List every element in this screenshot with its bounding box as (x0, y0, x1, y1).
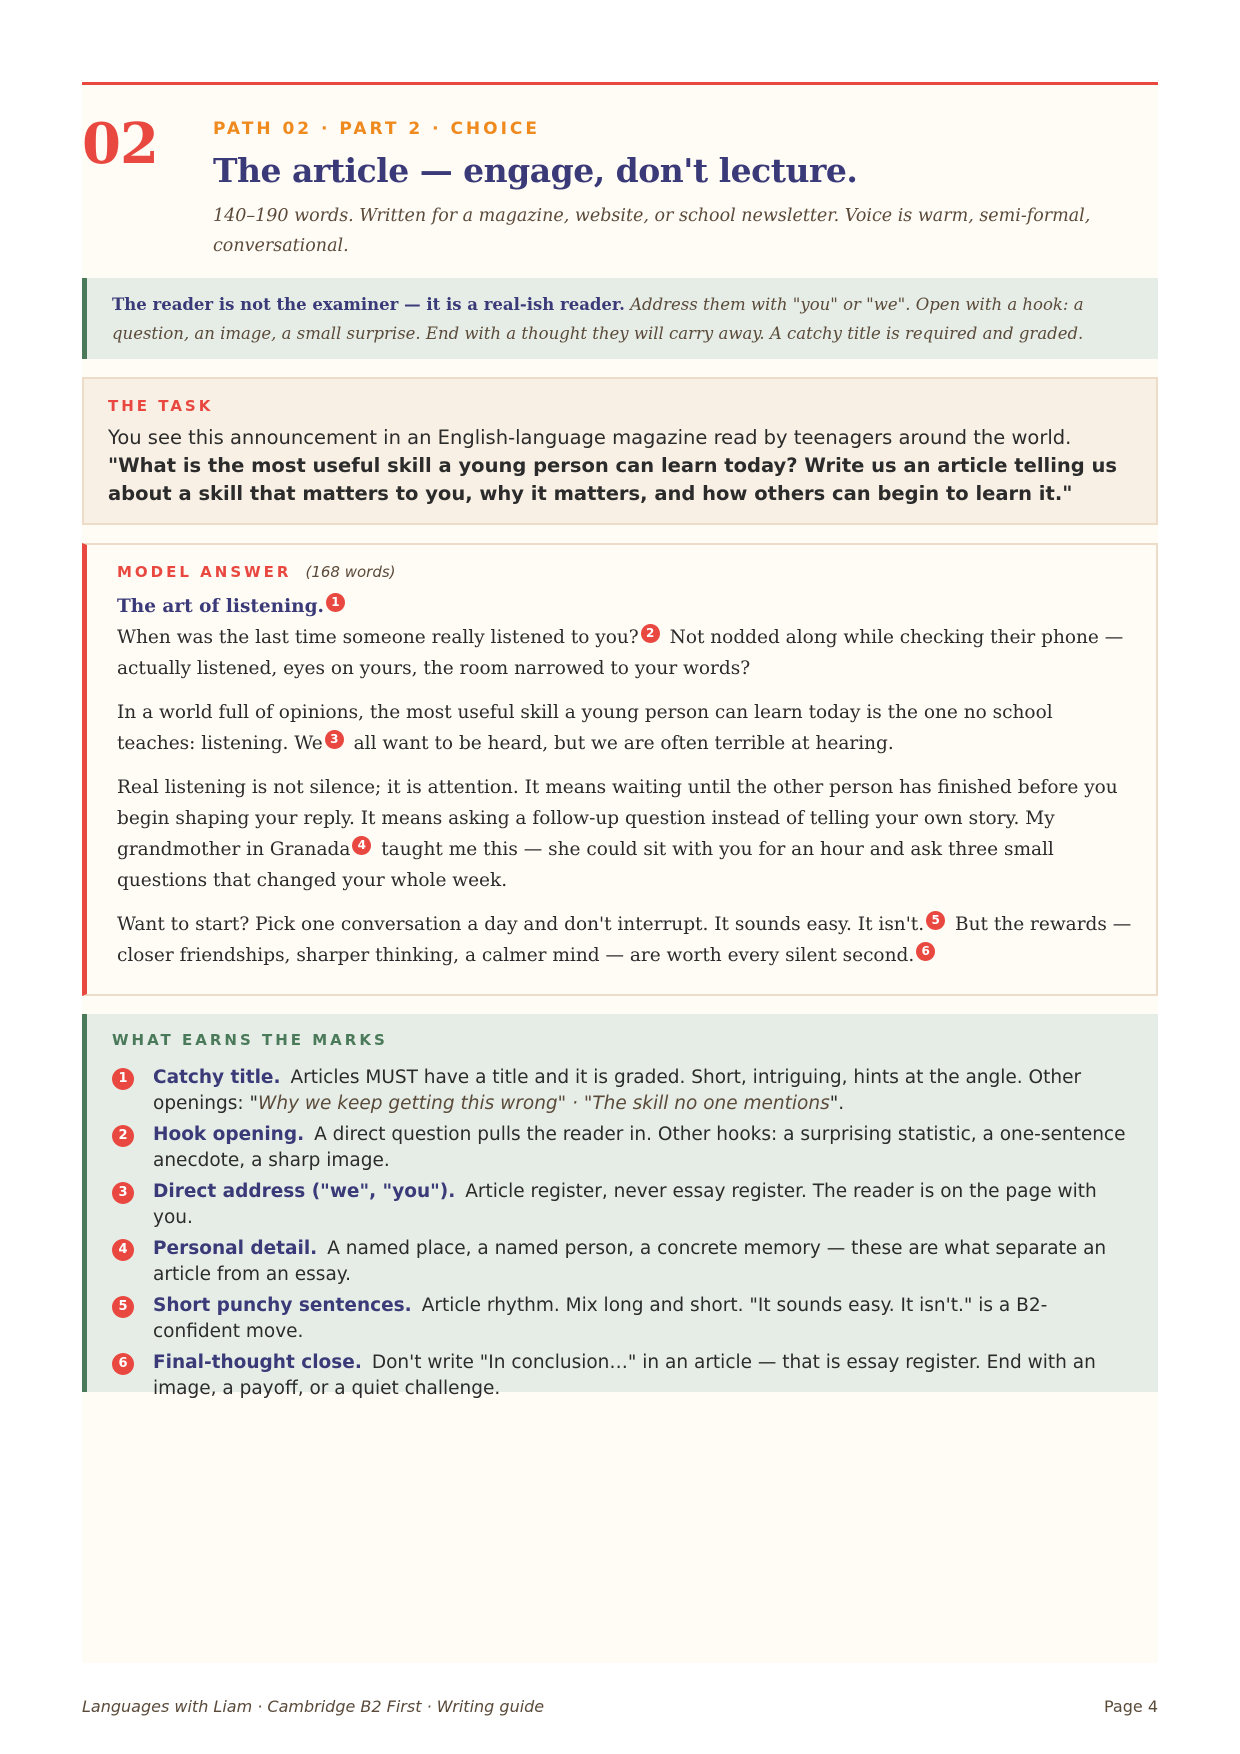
marks-item (112, 1179, 1134, 1231)
marks-text: A named place, a named person, a concrete memory — these are what separate an article from an essay. (153, 1238, 1107, 1285)
reader-callout (82, 278, 1158, 359)
callout-strong: The reader is not the examiner — it is a real-ish reader. (112, 295, 625, 314)
essay-title (117, 591, 1132, 622)
marker-4: 4 (352, 836, 371, 855)
marks-tail: ". (829, 1093, 845, 1114)
essay-text: Want to start? Pick one conversation a day and don't interrupt. It sounds easy. It isn't. (117, 914, 925, 935)
essay-text: Not nodded along while checking their phone — actually listened, eyes on yours, the room narrowed to your words? (117, 627, 1124, 679)
page-number: Page 4 (1104, 1697, 1158, 1716)
marks-text: Articles MUST have a title and it is graded. Short, intriguing, hints at the angle. Other openings: " (153, 1067, 1082, 1114)
marks-heading: Personal detail. (153, 1238, 318, 1259)
marks-list (112, 1065, 1134, 1402)
marks-label: WHAT EARNS THE MARKS (112, 1031, 388, 1049)
marker-3: 3 (325, 730, 344, 749)
marks-box (82, 1014, 1158, 1399)
marks-heading: Hook opening. (153, 1124, 305, 1145)
essay-paragraph-4 (117, 909, 1132, 971)
marks-text: Don't write "In conclusion…" in an article — that is essay register. End with an image, a payoff, or a quiet challenge. (153, 1352, 1096, 1399)
section-number: 02 (82, 111, 158, 177)
essay-text: In a world full of opinions, the most useful skill a young person can learn today is the one no school teaches: listening. We (117, 702, 1053, 754)
essay-paragraph-1 (117, 622, 1132, 684)
marks-text: Article register, never essay register. The reader is on the page with you. (153, 1181, 1097, 1228)
section-kicker: PATH 02 · PART 2 · CHOICE (213, 119, 541, 139)
essay-paragraph-3 (117, 772, 1132, 896)
marks-number: 2 (112, 1125, 134, 1147)
marks-example: Why we keep getting this wrong" · "The skill no one mentions (258, 1093, 830, 1114)
marker-2: 2 (641, 624, 660, 643)
essay-text: When was the last time someone really listened to you? (117, 627, 639, 648)
essay-text: all want to be heard, but we are often terrible at hearing. (353, 733, 894, 754)
model-essay (117, 591, 1132, 971)
marks-number: 4 (112, 1239, 134, 1261)
model-header (117, 563, 1132, 581)
task-quote: "What is the most useful skill a young person can learn today? Write us an article telling us about a skill that matters to you, why it matters, and how others can begin to learn it." (108, 454, 1118, 505)
marks-number: 6 (112, 1353, 134, 1375)
marks-item (112, 1293, 1134, 1345)
marker-1: 1 (326, 593, 345, 612)
marks-item (112, 1350, 1134, 1402)
essay-text: But the rewards — closer friendships, sharper thinking, a calmer mind — are worth every silent second. (117, 914, 1132, 966)
callout-text: Address them with "you" or "we". Open with a hook: a question, an image, a small surprise. End with a thought they will carry away. A catchy title is required and graded. (112, 295, 1084, 343)
task-intro: You see this announcement in an English-language magazine read by teenagers around the world. (108, 426, 1072, 449)
marks-heading: Catchy title. (153, 1067, 281, 1088)
marks-text: Article rhythm. Mix long and short. "It sounds easy. It isn't." is a B2-confident move. (153, 1295, 1048, 1342)
footer-source: Languages with Liam · Cambridge B2 First · Writing guide (82, 1697, 545, 1716)
marks-item (112, 1065, 1134, 1117)
model-answer-box (82, 543, 1158, 996)
marks-number: 1 (112, 1068, 134, 1090)
essay-text: taught me this — she could sit with you for an hour and ask three small questions that changed your whole week. (117, 839, 1054, 891)
marks-item (112, 1236, 1134, 1288)
marks-heading: Direct address ("we", "you"). (153, 1181, 456, 1202)
marks-heading: Final-thought close. (153, 1352, 362, 1373)
word-count: (168 words) (305, 563, 396, 581)
marks-number: 3 (112, 1182, 134, 1204)
page-sheet (82, 82, 1158, 1663)
page-title: The article — engage, don't lecture. (213, 151, 858, 190)
essay-text: Real listening is not silence; it is attention. It means waiting until the other person has finished before you begin shaping your reply. It means asking a follow-up question instead of telling your own story. My grandmother in Granada (117, 777, 1118, 860)
essay-paragraph-2 (117, 697, 1132, 759)
task-box (82, 377, 1158, 525)
essay-title-text: The art of listening. (117, 596, 324, 617)
marks-item (112, 1122, 1134, 1174)
marker-6: 6 (916, 942, 935, 961)
marks-text: A direct question pulls the reader in. Other hooks: a surprising statistic, a one-sentence anecdote, a sharp image. (153, 1124, 1126, 1171)
page-subtitle: 140–190 words. Written for a magazine, website, or school newsletter. Voice is warm, semi-formal, conversational. (213, 206, 1091, 256)
marker-5: 5 (926, 911, 945, 930)
task-label: THE TASK (108, 397, 214, 415)
marks-heading: Short punchy sentences. (153, 1295, 412, 1316)
marks-number: 5 (112, 1296, 134, 1318)
model-label: MODEL ANSWER (117, 563, 292, 581)
